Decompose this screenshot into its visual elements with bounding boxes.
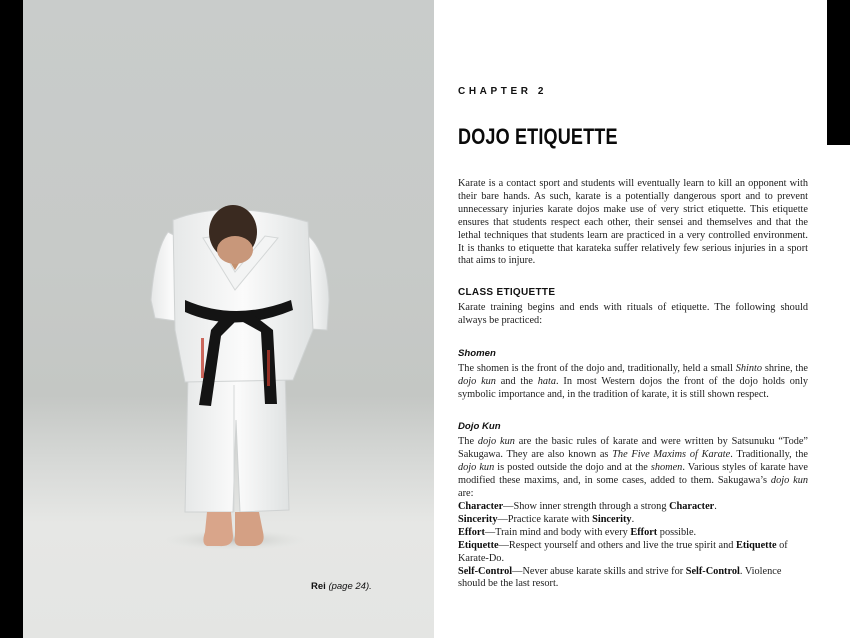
text-run: . In most Western dojos the front of the dojo holds only symbolic importance and, in the tradition of karate, it is still shown respect. bbox=[458, 375, 809, 400]
maxim-text: . bbox=[714, 501, 717, 512]
text-run: The bbox=[458, 436, 478, 447]
maxim-text: Never abuse karate skills and strive for bbox=[522, 565, 686, 577]
italic-term: dojo kun bbox=[458, 375, 496, 387]
maxim-text: Show inner strength through a strong bbox=[513, 501, 670, 512]
em-dash: — bbox=[512, 565, 523, 577]
photo-caption bbox=[311, 581, 372, 592]
italic-term: shomen bbox=[650, 461, 683, 473]
maxim-term: Etiquette bbox=[458, 539, 499, 551]
karate-bow-photo bbox=[23, 0, 434, 638]
maxim-term: Effort bbox=[458, 526, 485, 538]
italic-term: dojo kun bbox=[770, 474, 809, 486]
italic-term: hata bbox=[537, 375, 557, 387]
maxim-keyword: Character bbox=[669, 501, 715, 512]
maxim-etiquette bbox=[458, 540, 808, 566]
class-etiquette-paragraph: Karate training begins and ends with rituals of etiquette. The following should always be practiced: bbox=[458, 302, 808, 326]
caption-term: Rei bbox=[311, 581, 326, 592]
maxim-keyword: Sincerity bbox=[592, 513, 632, 525]
maxim-text: of Karate-Do. bbox=[458, 539, 788, 564]
caption-page-reference: (page 24). bbox=[328, 581, 372, 592]
subheading-dojo-kun: Dojo Kun bbox=[458, 421, 501, 432]
maxim-term: Self-Control bbox=[458, 565, 513, 577]
text-run: is posted outside the dojo and at the bbox=[494, 461, 651, 473]
maxim-term: Character bbox=[458, 501, 504, 512]
chapter-label: CHAPTER 2 bbox=[458, 86, 548, 97]
dojo-kun-paragraph bbox=[458, 436, 808, 501]
text-run: shrine, the bbox=[762, 363, 808, 374]
em-dash: — bbox=[503, 501, 514, 512]
chapter-title: DOJO ETIQUETTE bbox=[458, 124, 618, 149]
em-dash: — bbox=[498, 539, 509, 551]
maxim-self-control bbox=[458, 566, 808, 592]
text-run: and the bbox=[495, 375, 538, 387]
maxim-text: Respect yourself and others and live the true spirit and bbox=[508, 539, 736, 551]
maxim-keyword: Etiquette bbox=[735, 539, 777, 551]
maxim-sincerity bbox=[458, 514, 808, 527]
italic-title: The Five Maxims of Karate bbox=[612, 448, 731, 460]
text-run: are: bbox=[458, 487, 474, 499]
left-page-edge-bar bbox=[0, 0, 23, 638]
subheading-shomen: Shomen bbox=[458, 348, 496, 359]
maxim-text: possible. bbox=[657, 526, 697, 538]
text-run: . Traditionally, the bbox=[730, 448, 808, 460]
maxim-text: . bbox=[631, 513, 635, 525]
shomen-paragraph bbox=[458, 363, 808, 402]
intro-paragraph: Karate is a contact sport and students will eventually learn to kill an opponent with their bare hands. As such, karate is a potentially dangerous sport and to prevent unnecessary injuries karate dojos make use of very strict etiquette. This etiquette ensures that students respect each other, their sensei and themselves and that the lethal techniques that students learn are practiced in a very controlled environment. It is thanks to etiquette that karateka suffer relatively few serious injuries in a sport that aims to injure. bbox=[458, 178, 808, 267]
text-run: are the basic rules of karate and were written by Satsunuku “Tode” Sakugawa. They are also known as bbox=[458, 436, 809, 460]
maxim-text: . Violence should be the last resort. bbox=[458, 565, 782, 590]
section-heading-class-etiquette: CLASS ETIQUETTE bbox=[458, 287, 556, 298]
chapter-thumb-tab bbox=[827, 0, 850, 145]
text-run: The shomen is the front of the dojo and, traditionally, held a small bbox=[458, 363, 736, 374]
text-run: . Various styles of karate have modified these maxims, and, in some cases, added to them. Sakugawa’s bbox=[458, 461, 808, 486]
maxim-text: Practice karate with bbox=[507, 513, 593, 525]
italic-term: dojo kun bbox=[477, 436, 515, 447]
maxim-character bbox=[458, 501, 808, 514]
maxim-text: Train mind and body with every bbox=[495, 526, 631, 538]
maxim-keyword: Self-Control bbox=[685, 565, 740, 577]
karateka-bowing-illustration bbox=[23, 0, 434, 638]
maxim-term: Sincerity bbox=[458, 513, 498, 525]
italic-term: Shinto bbox=[735, 363, 763, 374]
em-dash: — bbox=[484, 526, 496, 538]
dojo-kun-maxims-list bbox=[458, 501, 808, 591]
maxim-effort bbox=[458, 527, 808, 540]
em-dash: — bbox=[497, 513, 508, 525]
italic-term: dojo kun bbox=[458, 461, 495, 473]
maxim-keyword: Effort bbox=[630, 526, 658, 538]
